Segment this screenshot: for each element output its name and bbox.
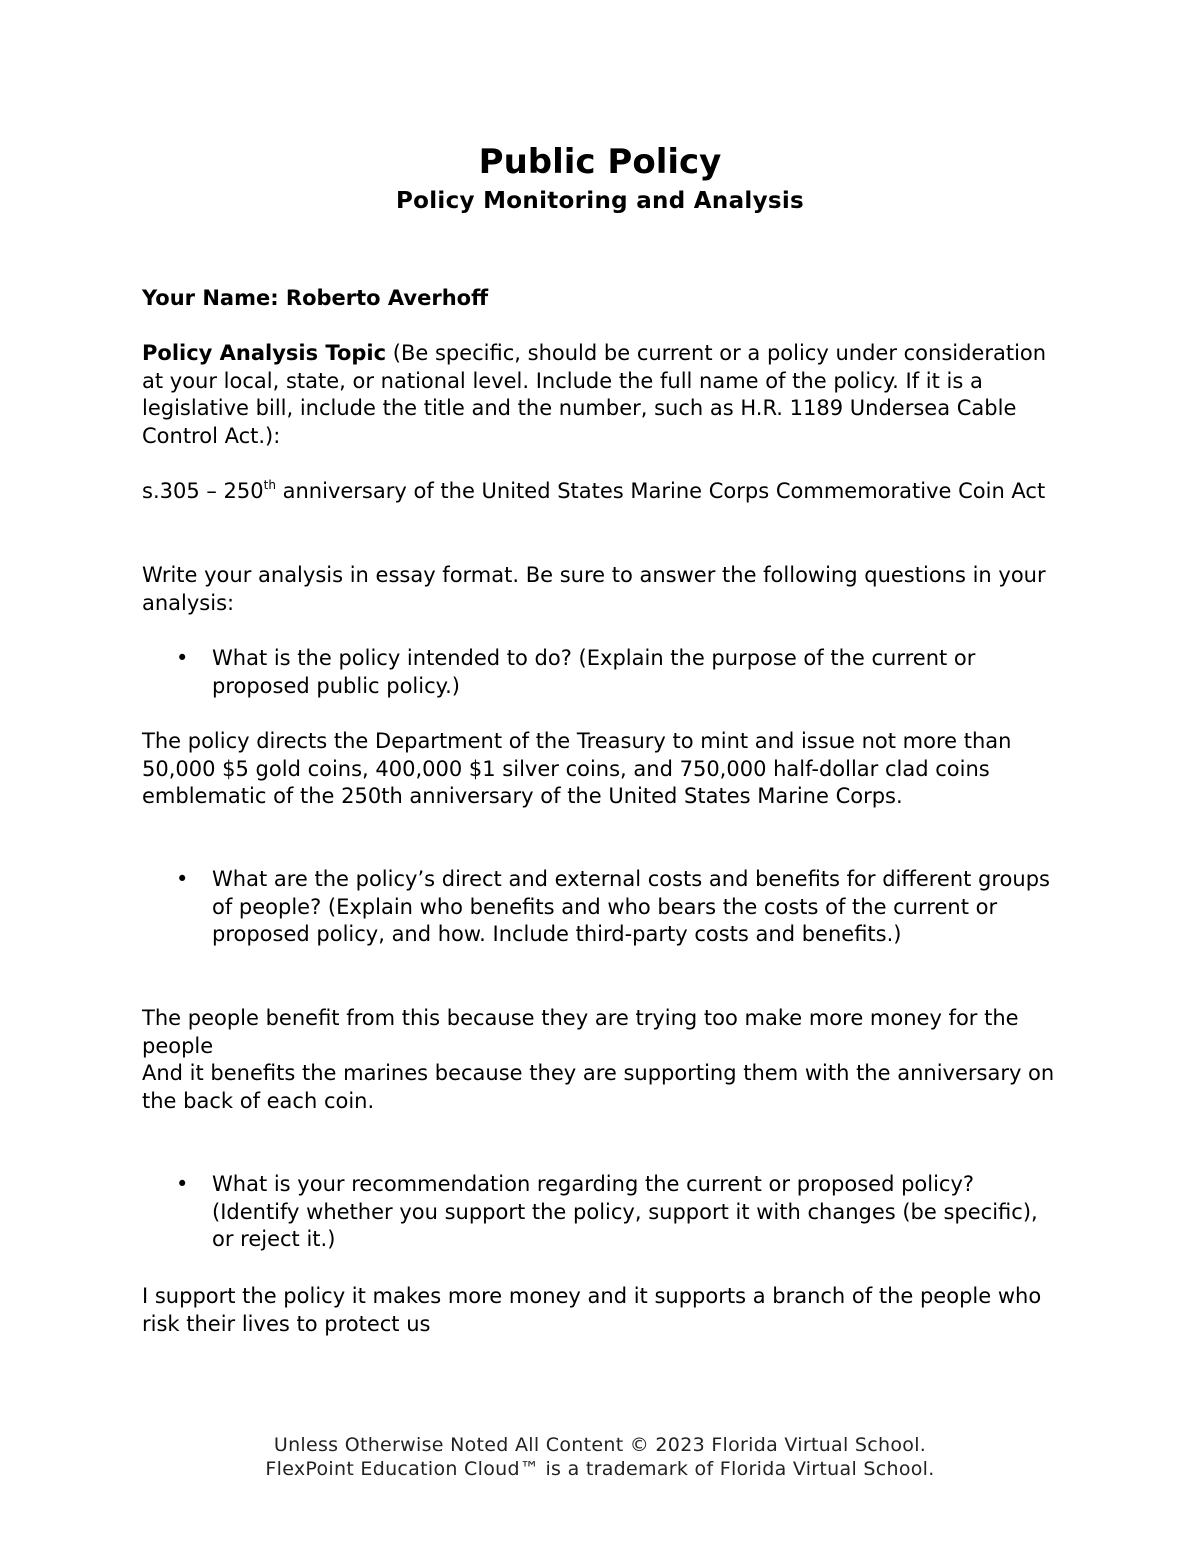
question-2	[142, 866, 1062, 949]
answer-2-line-2: And it benefits the marines because they are supporting them with the anniversary on the back of each coin.	[142, 1061, 1055, 1113]
answer-1: The policy directs the Department of the Treasury to mint and issue not more than 50,000 $5 gold coins, 400,000 $1 silver coins, and 750,000 half-dollar clad coins emblematic of the 250th anniversary of the United States Marine Corps.	[142, 729, 1012, 808]
topic-label: Policy Analysis Topic	[142, 341, 387, 365]
document-header	[0, 140, 1200, 216]
question-1	[142, 645, 1062, 700]
answer-2	[142, 1005, 1062, 1115]
topic-instructions: (Be specific, should be current or a policy under consideration at your local, state, or national level. Include the full name of the policy. If it is a legislative bill, include the title and the number, such as H.R. 1189 Undersea Cable Control Act.):	[142, 341, 1047, 448]
document-subtitle: Policy Monitoring and Analysis	[395, 188, 805, 214]
topic-prompt	[142, 340, 1062, 450]
bullet-icon: •	[176, 1172, 189, 1196]
topic-answer-superscript: th	[263, 478, 276, 492]
document-title: Public Policy	[478, 142, 722, 182]
question-3-text: What is your recommendation regarding the current or proposed policy? (Identify whether you support the policy, support it with changes (be specific), or reject it.)	[212, 1172, 1038, 1251]
question-1-text: What is the policy intended to do? (Explain the purpose of the current or proposed public policy.)	[212, 646, 976, 698]
footer-line-1: Unless Otherwise Noted All Content © 2023 Florida Virtual School.	[273, 1434, 927, 1456]
student-name: Your Name: Roberto Averhoff	[142, 286, 489, 310]
topic-answer-prefix: s.305 – 250	[142, 479, 264, 503]
topic-answer	[142, 478, 1062, 506]
copyright-footer	[0, 1433, 1200, 1481]
bullet-icon: •	[176, 867, 189, 891]
topic-answer-suffix: anniversary of the United States Marine Corps Commemorative Coin Act	[275, 479, 1046, 503]
bullet-icon: •	[176, 646, 189, 670]
answer-2-line-1: The people benefit from this because they are trying too make more money for the people	[142, 1006, 1019, 1058]
answer-3: I support the policy it makes more money and it supports a branch of the people who risk their lives to protect us	[142, 1284, 1042, 1336]
footer-line-2: FlexPoint Education Cloud™ is a trademark of Florida Virtual School.	[265, 1458, 935, 1480]
question-3	[142, 1171, 1062, 1254]
analysis-instructions: Write your analysis in essay format. Be sure to answer the following questions in your analysis:	[142, 563, 1046, 615]
question-2-text: What are the policy’s direct and external costs and benefits for different groups of people? (Explain who benefits and who bears the costs of the current or proposed policy, and how. Include third-party costs and benefits.)	[212, 867, 1050, 946]
